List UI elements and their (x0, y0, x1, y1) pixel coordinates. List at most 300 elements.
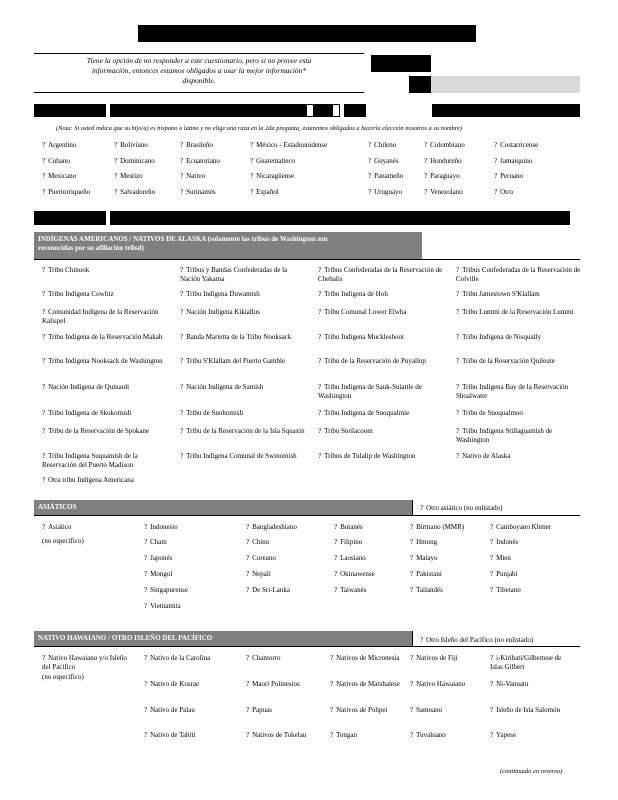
native-header (34, 232, 422, 259)
asian-option-label: Taiwanés (340, 586, 367, 594)
hispanic-option-label: México - Estadounidense (256, 141, 328, 149)
hispanic-option[interactable] (250, 157, 295, 166)
checkbox-icon[interactable]: ? (42, 141, 46, 149)
pacific-option[interactable] (330, 706, 410, 715)
hispanic-option[interactable] (368, 157, 399, 166)
section1-question-bar (110, 104, 306, 117)
title-redaction-bar (138, 25, 476, 42)
tribe-option[interactable] (456, 333, 584, 342)
pacific-option[interactable] (410, 654, 490, 663)
checkbox-icon[interactable]: ? (318, 266, 322, 274)
tribe-option-label: Banda Marietta de la Tribu Nooksack (186, 333, 292, 341)
checkbox-icon[interactable]: ? (144, 602, 148, 610)
hispanic-option[interactable] (42, 172, 76, 181)
checkbox-icon[interactable]: ? (42, 290, 46, 298)
checkbox-icon[interactable]: ? (490, 586, 494, 594)
checkbox-icon[interactable]: ? (144, 731, 148, 739)
pacific-option[interactable] (410, 731, 490, 740)
tribe-option[interactable] (456, 266, 584, 283)
pacific-option[interactable] (246, 654, 326, 663)
checkbox-icon[interactable]: ? (246, 680, 250, 688)
checkbox-icon[interactable]: ? (456, 452, 460, 460)
hispanic-option[interactable] (42, 188, 90, 197)
checkbox-icon[interactable]: ? (334, 570, 338, 578)
pacific-option[interactable] (490, 731, 570, 740)
asian-option-label: Laosiano (340, 554, 366, 562)
hispanic-option-label: Peruano (500, 172, 524, 180)
redaction-box-1 (371, 55, 431, 72)
tribe-option[interactable] (180, 427, 308, 436)
checkbox-icon[interactable]: ? (410, 706, 414, 714)
hispanic-option[interactable] (114, 172, 143, 181)
checkbox-icon[interactable]: ? (42, 333, 46, 341)
hispanic-option[interactable] (114, 141, 148, 150)
tribe-option[interactable] (42, 427, 170, 436)
checkbox-icon[interactable]: ? (114, 157, 118, 165)
hispanic-option[interactable] (114, 188, 155, 197)
checkbox-icon[interactable]: ? (180, 188, 184, 196)
hispanic-option-label: Colombiano (430, 141, 465, 149)
tribe-option[interactable] (318, 266, 446, 283)
tribe-option[interactable] (318, 290, 446, 299)
tribe-option[interactable] (456, 427, 584, 444)
checkbox-icon[interactable]: ? (410, 586, 414, 594)
checkbox-icon[interactable]: ? (246, 654, 250, 662)
checkbox-icon[interactable]: ? (180, 290, 184, 298)
tribe-option[interactable] (456, 452, 584, 461)
asian-option-label: Chino (252, 538, 270, 546)
tribe-option[interactable] (180, 383, 308, 392)
checkbox-icon[interactable]: ? (494, 141, 498, 149)
checkbox-icon[interactable]: ? (456, 357, 460, 365)
hispanic-option[interactable] (424, 141, 465, 150)
checkbox-icon[interactable]: ? (180, 266, 184, 274)
pacific-option-label: Nativo Hawaiano (416, 680, 466, 688)
tribe-option[interactable] (318, 409, 446, 418)
checkbox-icon[interactable]: ? (114, 172, 118, 180)
checkbox-icon[interactable]: ? (180, 172, 184, 180)
hispanic-option-label: Ecuatoriano (186, 157, 220, 165)
checkbox-icon[interactable]: ? (246, 706, 250, 714)
checkbox-icon[interactable]: ? (318, 333, 322, 341)
pacific-option-label: Ni-Vanuatu (496, 680, 529, 688)
asian-option[interactable] (144, 538, 167, 547)
tribe-option[interactable] (318, 452, 446, 461)
asian-option-label: Japonés (150, 554, 173, 562)
tribe-option[interactable] (180, 290, 308, 299)
tribe-option[interactable] (456, 357, 584, 366)
asian-other-label: Otro asiático (no enlistado) (426, 504, 503, 512)
checkbox-icon[interactable]: ? (42, 476, 46, 484)
tribe-option[interactable] (318, 383, 446, 400)
tribe-option-label: Tribu Indígena Muckleshoot (324, 333, 404, 341)
section1-mid-bar (314, 104, 332, 117)
asian-option[interactable] (246, 570, 271, 579)
asian-option[interactable] (490, 570, 518, 579)
checkbox-icon[interactable]: ? (246, 523, 250, 531)
tribe-option-label: Comunidad Indígena de la Reservación Kalispel (42, 308, 159, 325)
hispanic-option-label: Guatemalteco (256, 157, 295, 165)
asian-option-label: Nepalí (252, 570, 271, 578)
tribe-option[interactable] (42, 333, 170, 342)
pacific-option[interactable] (410, 706, 490, 715)
checkbox-icon[interactable]: ? (144, 680, 148, 688)
asian-option[interactable] (490, 554, 511, 563)
checkbox-icon[interactable]: ? (250, 188, 254, 196)
answer-field[interactable] (431, 76, 580, 93)
hispanic-option[interactable] (180, 157, 220, 166)
hispanic-option[interactable] (180, 188, 216, 197)
checkbox-icon[interactable]: ? (246, 554, 250, 562)
tribe-option[interactable] (318, 427, 446, 436)
tribe-option[interactable] (42, 409, 170, 418)
asian-option[interactable] (490, 523, 551, 532)
hispanic-option[interactable] (250, 141, 327, 150)
hispanic-option-label: Nativo (186, 172, 206, 180)
checkbox-icon[interactable]: ? (144, 523, 148, 531)
asian-option[interactable] (410, 586, 443, 595)
checkbox-icon[interactable]: ? (180, 157, 184, 165)
section1-checkbox-b[interactable] (332, 104, 340, 117)
asian-option[interactable] (490, 538, 518, 547)
checkbox-icon[interactable]: ? (334, 523, 338, 531)
tribe-option-label: Tribu Indígena de la Reservación Makah (48, 333, 163, 341)
checkbox-icon[interactable]: ? (456, 333, 460, 341)
hispanic-option-label: Mestizo (120, 172, 143, 180)
asian-option[interactable] (334, 554, 366, 563)
tribe-option[interactable] (180, 452, 308, 461)
hispanic-option[interactable] (42, 157, 70, 166)
asian-option[interactable] (334, 570, 375, 579)
checkbox-icon[interactable]: ? (456, 427, 460, 435)
pacific-option[interactable] (246, 680, 326, 689)
checkbox-icon[interactable]: ? (180, 409, 184, 417)
pacific-first-option[interactable] (42, 654, 134, 671)
checkbox-icon[interactable]: ? (494, 157, 498, 165)
tribe-option[interactable] (42, 266, 170, 275)
checkbox-icon[interactable]: ? (490, 523, 494, 531)
pacific-option[interactable] (144, 731, 224, 740)
checkbox-icon[interactable]: ? (42, 409, 46, 417)
pacific-first-label: Nativo Hawaiano y/o Isleño del Pacífico (42, 654, 127, 671)
pacific-option-label: i-Kiribati/Gilbertese de Islas Gilbert (490, 654, 562, 671)
asian-other-option[interactable] (420, 504, 503, 513)
checkbox-icon[interactable]: ? (144, 554, 148, 562)
tribe-option-label: Tribu Indígena de Hoh (324, 290, 388, 298)
asian-first-option[interactable] (42, 523, 71, 532)
checkbox-icon[interactable]: ? (368, 188, 372, 196)
checkbox-icon[interactable]: ? (144, 570, 148, 578)
asian-option-label: Malayo (416, 554, 438, 562)
checkbox-icon[interactable]: ? (42, 357, 46, 365)
checkbox-icon[interactable]: ? (410, 538, 414, 546)
checkbox-icon[interactable]: ? (42, 654, 46, 662)
intro-bottom-rule (34, 92, 364, 93)
asian-option-label: Pakistaní (416, 570, 442, 578)
checkbox-icon[interactable]: ? (42, 523, 46, 531)
hispanic-option[interactable] (250, 172, 294, 181)
native-rule (34, 259, 580, 260)
hispanic-option[interactable] (368, 172, 403, 181)
tribe-option[interactable] (42, 308, 170, 325)
checkbox-icon[interactable]: ? (420, 504, 424, 512)
pacific-option[interactable] (246, 731, 326, 740)
checkbox-icon[interactable]: ? (410, 570, 414, 578)
checkbox-icon[interactable]: ? (42, 172, 46, 180)
hispanic-option-label: Otro (500, 188, 513, 196)
checkbox-icon[interactable]: ? (144, 706, 148, 714)
pacific-option[interactable] (490, 680, 570, 689)
tribe-option-label: Nación Indígena de Quinault (48, 383, 130, 391)
checkbox-icon[interactable]: ? (144, 654, 148, 662)
tribe-option[interactable] (42, 383, 170, 392)
checkbox-icon[interactable]: ? (114, 141, 118, 149)
tribe-option[interactable] (318, 357, 446, 366)
hispanic-option-label: Dominicano (120, 157, 155, 165)
checkbox-icon[interactable]: ? (318, 383, 322, 391)
checkbox-icon[interactable]: ? (42, 188, 46, 196)
asian-option-label: Indonesio (150, 523, 178, 531)
pacific-option[interactable] (144, 654, 224, 663)
checkbox-icon[interactable]: ? (144, 538, 148, 546)
checkbox-icon[interactable]: ? (494, 172, 498, 180)
checkbox-icon[interactable]: ? (334, 538, 338, 546)
checkbox-icon[interactable]: ? (318, 357, 322, 365)
tribe-option-label: Tribu Lummi de la Reservación Lummi (462, 308, 574, 316)
pacific-option[interactable] (410, 680, 490, 689)
section1-checkbox-a[interactable] (306, 104, 314, 117)
checkbox-icon[interactable]: ? (180, 452, 184, 460)
checkbox-icon[interactable]: ? (180, 383, 184, 391)
checkbox-icon[interactable]: ? (424, 188, 428, 196)
checkbox-icon[interactable]: ? (318, 452, 322, 460)
asian-option[interactable] (246, 586, 290, 595)
checkbox-icon[interactable]: ? (490, 554, 494, 562)
checkbox-icon[interactable]: ? (180, 357, 184, 365)
hispanic-option[interactable] (42, 141, 76, 150)
pacific-option[interactable] (330, 731, 410, 740)
checkbox-icon[interactable]: ? (490, 706, 494, 714)
tribe-option[interactable] (180, 357, 308, 366)
hispanic-option-label: Nicaragüense (256, 172, 295, 180)
checkbox-icon[interactable]: ? (456, 308, 460, 316)
checkbox-icon[interactable]: ? (42, 383, 46, 391)
checkbox-icon[interactable]: ? (410, 680, 414, 688)
checkbox-icon[interactable]: ? (246, 538, 250, 546)
asian-option[interactable] (144, 570, 172, 579)
hispanic-option[interactable] (494, 157, 532, 166)
asian-option[interactable] (246, 538, 269, 547)
tribe-option[interactable] (456, 383, 584, 400)
checkbox-icon[interactable]: ? (180, 141, 184, 149)
tribe-option-label: Tribu Indígena de Sauk-Suiattle de Washington (318, 383, 422, 400)
checkbox-icon[interactable]: ? (330, 680, 334, 688)
checkbox-icon[interactable]: ? (368, 172, 372, 180)
hispanic-option-label: Mexicano (48, 172, 77, 180)
hispanic-option[interactable] (494, 172, 523, 181)
checkbox-icon[interactable]: ? (42, 308, 46, 316)
checkbox-icon[interactable]: ? (490, 731, 494, 739)
tribe-option[interactable] (318, 333, 446, 342)
checkbox-icon[interactable]: ? (318, 427, 322, 435)
intro-line-2: información, entonces estamos obligados a usar la mejor información* (91, 66, 307, 75)
asian-option-label: Mien (496, 554, 511, 562)
hispanic-option[interactable] (494, 141, 538, 150)
tribe-option[interactable] (180, 409, 308, 418)
tribe-option[interactable] (456, 308, 584, 317)
asian-option[interactable] (490, 586, 521, 595)
hispanic-option[interactable] (180, 172, 205, 181)
checkbox-icon[interactable]: ? (456, 290, 460, 298)
checkbox-icon[interactable]: ? (334, 586, 338, 594)
checkbox-icon[interactable]: ? (410, 654, 414, 662)
checkbox-icon[interactable]: ? (42, 427, 46, 435)
asian-option[interactable] (334, 538, 362, 547)
asian-option[interactable] (246, 554, 276, 563)
hispanic-option-label: Puertorriqueño (48, 188, 91, 196)
pacific-option-label: Tuvaluano (416, 731, 446, 739)
checkbox-icon[interactable]: ? (330, 706, 334, 714)
checkbox-icon[interactable]: ? (424, 172, 428, 180)
pacific-option[interactable] (490, 706, 570, 715)
tribe-option-label: Tribu de la Reservación de Puyallup (324, 357, 426, 365)
intro-top-rule (34, 53, 364, 54)
native-header-line-2: reconocidas por su afiliación tribal) (38, 244, 144, 252)
checkbox-icon[interactable]: ? (180, 427, 184, 435)
checkbox-icon[interactable]: ? (368, 157, 372, 165)
hispanic-option[interactable] (424, 188, 463, 197)
checkbox-icon[interactable]: ? (42, 266, 46, 274)
checkbox-icon[interactable]: ? (490, 570, 494, 578)
checkbox-icon[interactable]: ? (494, 188, 498, 196)
pacific-option[interactable] (246, 706, 326, 715)
checkbox-icon[interactable]: ? (180, 333, 184, 341)
tribe-option[interactable] (42, 290, 170, 299)
asian-option[interactable] (144, 523, 178, 532)
checkbox-icon[interactable]: ? (424, 141, 428, 149)
tribe-option-label: Tribu Indígena de Nisqually (462, 333, 541, 341)
asian-option[interactable] (410, 523, 464, 532)
pacific-option[interactable] (330, 654, 410, 663)
checkbox-icon[interactable]: ? (318, 308, 322, 316)
asian-option-label: Tibetano (496, 586, 521, 594)
hispanic-option[interactable] (180, 141, 213, 150)
checkbox-icon[interactable]: ? (250, 172, 254, 180)
asian-option[interactable] (144, 586, 188, 595)
tribe-option[interactable] (42, 357, 170, 366)
asian-first-label: Asiático (48, 523, 72, 531)
hispanic-option[interactable] (424, 157, 462, 166)
tribe-option-label: Tribus Confederadas de la Reservación de Chehalis (318, 266, 443, 283)
pacific-option[interactable] (330, 680, 410, 689)
checkbox-icon[interactable]: ? (42, 452, 46, 460)
checkbox-icon[interactable]: ? (42, 157, 46, 165)
tribe-option[interactable] (180, 266, 308, 283)
section1-right-bar (432, 104, 580, 117)
checkbox-icon[interactable]: ? (180, 308, 184, 316)
checkbox-icon[interactable]: ? (330, 654, 334, 662)
asian-option[interactable] (334, 523, 363, 532)
asian-option[interactable] (144, 602, 181, 611)
tribe-option[interactable] (180, 308, 308, 317)
tribe-option[interactable] (456, 409, 584, 418)
checkbox-icon[interactable]: ? (144, 586, 148, 594)
hispanic-option[interactable] (250, 188, 279, 197)
checkbox-icon[interactable]: ? (424, 157, 428, 165)
pacific-option[interactable] (144, 706, 224, 715)
hispanic-option[interactable] (368, 188, 402, 197)
section2-label-bar (34, 211, 106, 225)
tribe-option[interactable] (318, 308, 446, 317)
hispanic-option[interactable] (368, 141, 396, 150)
checkbox-icon[interactable]: ? (246, 586, 250, 594)
redaction-box-2 (409, 76, 431, 93)
hispanic-option-label: Cubano (48, 157, 70, 165)
asian-option[interactable] (410, 570, 442, 579)
asian-option[interactable] (410, 554, 438, 563)
hispanic-option-label: Surinamés (186, 188, 216, 196)
pacific-first-sub: (no específico) (42, 673, 84, 681)
checkbox-icon[interactable]: ? (456, 383, 460, 391)
checkbox-icon[interactable]: ? (114, 188, 118, 196)
intro-line-3: disponible. (182, 76, 216, 85)
checkbox-icon[interactable]: ? (250, 141, 254, 149)
checkbox-icon[interactable]: ? (456, 409, 460, 417)
tribe-option[interactable] (180, 333, 308, 342)
asian-option[interactable] (410, 538, 437, 547)
pacific-other-option[interactable] (420, 636, 533, 645)
checkbox-icon[interactable]: ? (490, 680, 494, 688)
checkbox-icon[interactable]: ? (410, 554, 414, 562)
tribe-option[interactable] (456, 290, 584, 299)
hispanic-option-label: Venezolano (430, 188, 463, 196)
checkbox-icon[interactable]: ? (490, 538, 494, 546)
checkbox-icon[interactable]: ? (318, 290, 322, 298)
tribe-option-label: Tribu Jamestown S'Klallam (462, 290, 540, 298)
tribe-option-label: Tribu Indígena Nooksack de Washington (48, 357, 163, 365)
asian-option[interactable] (144, 554, 172, 563)
tribe-option-label: Tribu Indígena Comunal de Swinomish (186, 452, 297, 460)
checkbox-icon[interactable]: ? (490, 654, 494, 662)
asian-option-label: Camboyano Khmer (496, 523, 552, 531)
pacific-option[interactable] (144, 680, 224, 689)
checkbox-icon[interactable]: ? (246, 731, 250, 739)
checkbox-icon[interactable]: ? (368, 141, 372, 149)
hispanic-option[interactable] (424, 172, 460, 181)
checkbox-icon[interactable]: ? (410, 523, 414, 531)
checkbox-icon[interactable]: ? (456, 266, 460, 274)
asian-option-label: Birmano (MMR) (416, 523, 465, 531)
checkbox-icon[interactable]: ? (246, 570, 250, 578)
tribe-option-label: Tribu Chinook (48, 266, 90, 274)
pacific-option[interactable] (490, 654, 570, 671)
pacific-other-label: Otro Isleño del Pacífico (no enlistado) (426, 636, 534, 644)
tribe-option[interactable] (42, 452, 170, 469)
pacific-rule (34, 646, 580, 647)
hispanic-option-label: Chileno (374, 141, 397, 149)
checkbox-icon[interactable]: ? (318, 409, 322, 417)
asian-option[interactable] (334, 586, 366, 595)
hispanic-option[interactable] (114, 157, 155, 166)
checkbox-icon[interactable]: ? (420, 636, 424, 644)
checkbox-icon[interactable]: ? (250, 157, 254, 165)
checkbox-icon[interactable]: ? (410, 731, 414, 739)
tribe-option[interactable] (42, 476, 170, 485)
checkbox-icon[interactable]: ? (334, 554, 338, 562)
checkbox-icon[interactable]: ? (330, 731, 334, 739)
hispanic-option[interactable] (494, 188, 513, 197)
asian-option[interactable] (246, 523, 297, 532)
